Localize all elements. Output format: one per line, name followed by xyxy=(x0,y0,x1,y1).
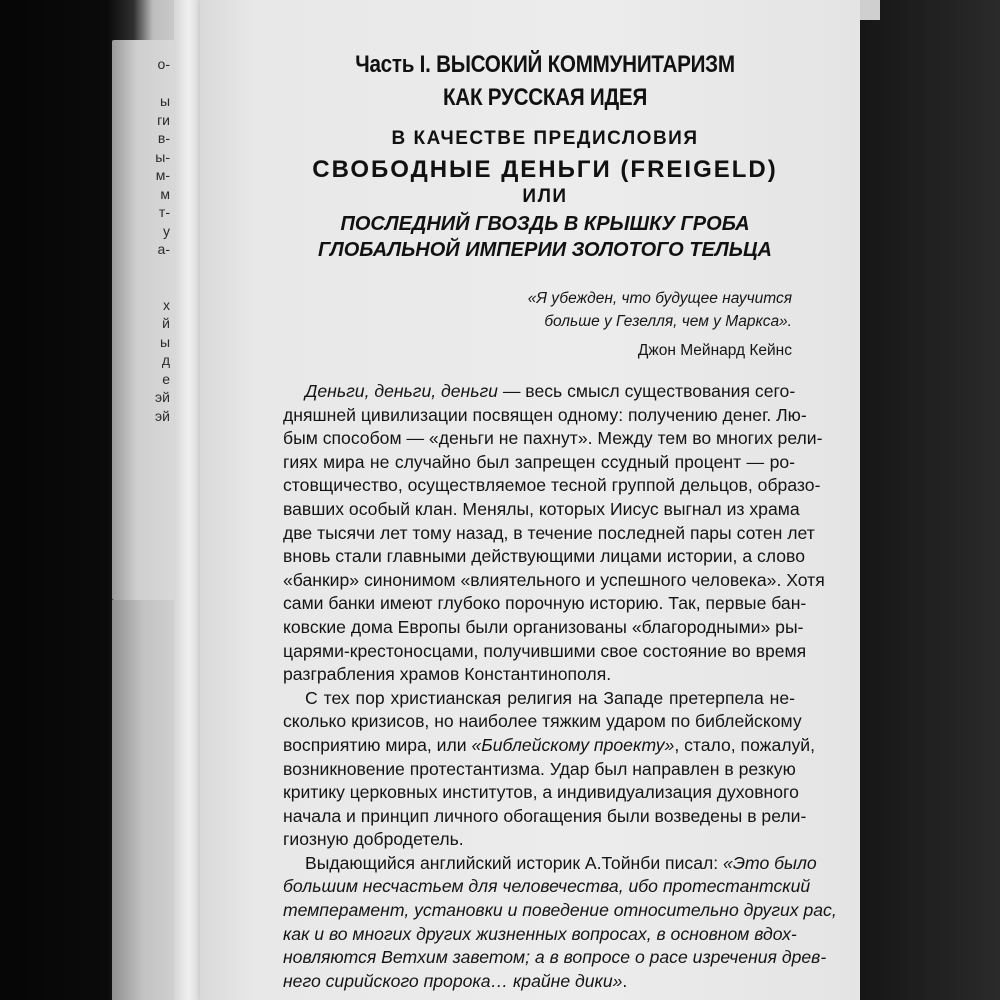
preface-subtitle xyxy=(290,211,800,263)
italic-text: «Это было xyxy=(723,852,817,873)
text-line: ковские дома Европы были организованы «благородными» ры- xyxy=(283,616,804,637)
italic-text: него сирийского пророка… крайне дики» xyxy=(283,970,623,991)
italic-text: «Библейскому проекту» xyxy=(471,734,675,755)
text-line: начала и принцип личного обогащения были возведены в рели- xyxy=(283,805,807,826)
text-line: царями-крестоносцами, получившими свое состояние во время xyxy=(283,640,807,661)
preface-title: СВОБОДНЫЕ ДЕНЬГИ (FREIGELD) xyxy=(312,156,778,183)
text-line xyxy=(283,875,811,899)
text-line: стовщичество, осуществляемое тесной группой дельцов, образо- xyxy=(283,475,821,496)
text-line: С тех пор христианская религия на Западе претерпела не- xyxy=(305,687,795,708)
text-line: восприятию мира, или «Библейскому проекту», стало, пожалуй, xyxy=(283,734,816,755)
text-line: сами банки имеют глубоко порочную историю. Так, первые бан- xyxy=(283,593,807,614)
epigraph-line1: «Я убежден, что будущее научится xyxy=(527,290,792,307)
epigraph-line2: больше у Гезелля, чем у Маркса». xyxy=(544,313,792,330)
text-line: две тысячи лет тому назад, в течение последней пары сотен лет xyxy=(283,522,815,543)
italic-text: темперамент, установки и поведение относительно других рас, xyxy=(283,900,837,921)
left-page-edge-text: о- ы ги в- ы- м- м т- у а- х й ы д е эй эй xyxy=(155,56,170,424)
paragraph-2 xyxy=(283,687,816,852)
text-line: дняшней цивилизации посвящен одному: получению денег. Лю- xyxy=(283,404,807,425)
subtitle-line1: ПОСЛЕДНИЙ ГВОЗДЬ В КРЫШКУ ГРОБА xyxy=(340,213,750,235)
epigraph xyxy=(470,287,792,333)
text-line: Выдающийся английский историк А.Тойнби писал: «Это было xyxy=(305,852,817,873)
paragraph-1 xyxy=(283,380,825,687)
text-line: гиях мира не случайно был запрещен ссудный процент — ро- xyxy=(283,451,795,472)
background-right xyxy=(860,0,1000,1000)
text-line: гиозную добродетель. xyxy=(283,829,464,850)
left-page-bottom xyxy=(112,600,174,1000)
text-line: возникновение протестантизма. Удар был направлен в резкую xyxy=(283,758,796,779)
text-line: разграбления храмов Константинополя. xyxy=(283,664,612,685)
italic-text: Деньги, деньги, деньги xyxy=(305,381,498,401)
text-line: критику церковных институтов, а индивидуализация духовного xyxy=(283,782,799,803)
text-line: вновь стали главными действующими лицами истории, а слово xyxy=(283,546,805,567)
subtitle-line2: ГЛОБАЛЬНОЙ ИМПЕРИИ ЗОЛОТОГО ТЕЛЬЦА xyxy=(318,239,772,261)
text-line xyxy=(283,899,837,923)
part-title-line1: Часть I. ВЫСОКИЙ КОММУНИТАРИЗМ xyxy=(355,51,735,78)
text-line: бым способом — «деньги не пахнут». Между тем во многих рели- xyxy=(283,428,823,449)
text-line: Деньги, деньги, деньги — весь смысл существования сего- xyxy=(305,381,796,401)
paragraph-3 xyxy=(283,852,837,994)
text-line: вавших особый клан. Менялы, которых Иисус выгнал из храма xyxy=(283,498,800,519)
preface-or: ИЛИ xyxy=(522,186,568,207)
text-line: «банкир» синонимом «влиятельного и успешного человека». Хотя xyxy=(283,569,825,590)
italic-text: большим несчастьем для человечества, ибо протестантский xyxy=(283,876,811,897)
next-page-corner xyxy=(860,0,880,20)
epigraph-author: Джон Мейнард Кейнс xyxy=(637,342,792,359)
preface-kicker: В КАЧЕСТВЕ ПРЕДИСЛОВИЯ xyxy=(391,128,699,149)
italic-text: как и во многих других жизненных вопросах, в основном вдох- xyxy=(283,923,797,944)
text-line xyxy=(283,946,827,970)
body-text xyxy=(283,380,837,993)
part-title-line2: КАК РУССКАЯ ИДЕЯ xyxy=(442,84,648,111)
italic-text: новляются Ветхим заветом; а в вопросе о расе изречения древ- xyxy=(283,947,827,968)
part-title xyxy=(326,48,765,114)
text-line: него сирийского пророка… крайне дики». xyxy=(283,970,628,991)
text-line xyxy=(283,923,795,947)
text-line: сколько кризисов, но наиболее тяжким ударом по библейскому xyxy=(283,711,802,732)
